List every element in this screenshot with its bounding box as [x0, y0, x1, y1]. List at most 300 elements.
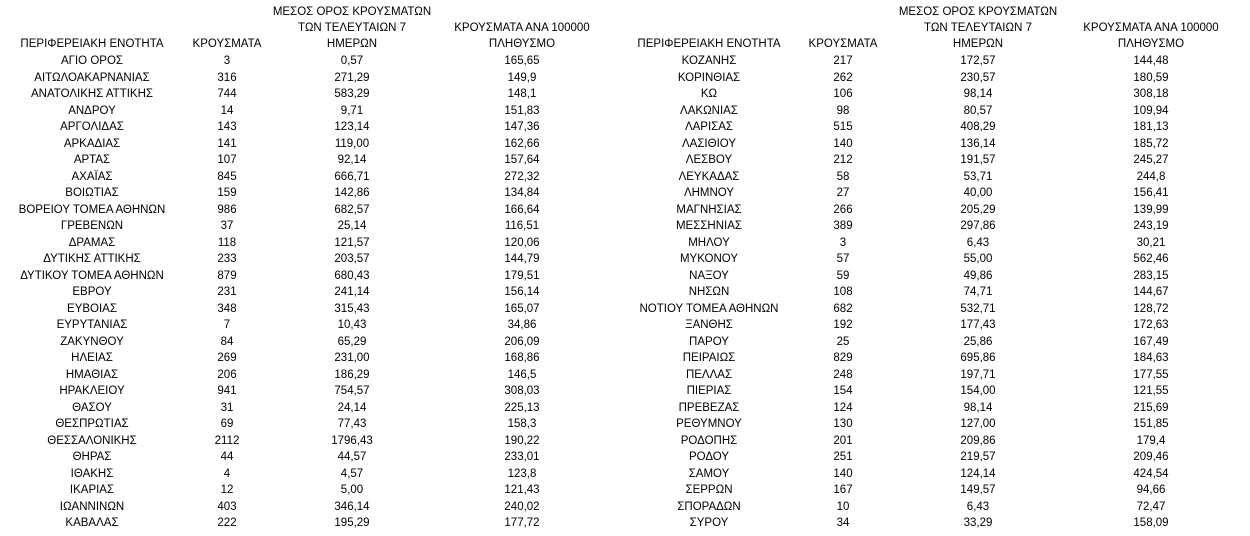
cell-region: ΕΥΡΥΤΑΝΙΑΣ	[56, 319, 128, 331]
cell-region: ΙΩΑΝΝΙΝΩΝ	[59, 500, 125, 513]
cell-cases: 4	[223, 467, 231, 480]
table-row	[2, 416, 612, 433]
cell-cases: 233	[217, 253, 237, 265]
cell-cases: 143	[217, 121, 237, 133]
cell-avg7: 186,29	[334, 368, 370, 381]
cell-cases: 266	[833, 203, 853, 216]
table-row	[625, 284, 1239, 301]
cell-region: ΣΕΡΡΩΝ	[685, 484, 733, 496]
cell-region: ΔΥΤΙΚΟΥ ΤΟΜΕΑ ΑΘΗΝΩΝ	[20, 269, 164, 282]
cell-per100k: 243,19	[1133, 220, 1169, 232]
cell-avg7: 65,29	[337, 335, 367, 348]
table-row	[625, 482, 1239, 499]
cell-cases: 98	[836, 104, 850, 117]
cell-region: ΠΕΛΛΑΣ	[685, 368, 733, 381]
table-row	[2, 466, 612, 483]
cell-avg7: 40,00	[963, 187, 993, 199]
table-row	[625, 466, 1239, 483]
cell-region: ΣΑΜΟΥ	[688, 467, 730, 480]
cell-avg7: 9,71	[340, 104, 364, 117]
cell-per100k: 165,65	[504, 55, 540, 67]
table-row	[2, 119, 612, 136]
cell-cases: 59	[836, 269, 850, 282]
cell-region: ΚΑΒΑΛΑΣ	[65, 517, 119, 529]
cell-cases: 14	[220, 104, 234, 117]
cell-cases: 941	[217, 385, 237, 397]
cell-per100k: 424,54	[1133, 467, 1169, 480]
cell-cases: 12	[220, 484, 234, 496]
table-row	[625, 169, 1239, 186]
cell-avg7: 55,00	[963, 253, 993, 265]
header-row	[2, 0, 612, 53]
cell-cases: 829	[833, 352, 853, 364]
table-row	[625, 301, 1239, 318]
cell-per100k: 151,83	[504, 104, 540, 117]
cell-region: ΛΑΚΩΝΙΑΣ	[680, 104, 738, 117]
cell-region: ΜΑΓΝΗΣΙΑΣ	[676, 203, 742, 216]
cell-avg7: 44,57	[337, 451, 367, 463]
cell-cases: 154	[833, 385, 853, 397]
cell-cases: 316	[217, 71, 237, 84]
cell-cases: 2112	[214, 434, 240, 447]
table-row	[625, 70, 1239, 87]
cell-avg7: 136,14	[960, 137, 996, 150]
cell-region: ΑΝΔΡΟΥ	[68, 104, 116, 117]
cell-avg7: 754,57	[334, 385, 370, 397]
cell-per100k: 166,64	[504, 203, 540, 216]
cell-region: ΚΟΡΙΝΘΙΑΣ	[677, 71, 741, 84]
cell-avg7: 346,14	[334, 500, 370, 513]
table-row	[625, 119, 1239, 136]
table-row	[625, 251, 1239, 268]
cell-cases: 262	[833, 71, 853, 84]
cell-cases: 845	[217, 170, 237, 183]
cell-avg7: 10,43	[337, 319, 367, 331]
cell-avg7: 203,57	[334, 253, 370, 265]
header-per100k-line2: ΠΛΗΘΥΣΜΟ	[488, 38, 556, 50]
table-row	[2, 301, 612, 318]
cell-avg7: 205,29	[960, 203, 996, 216]
right-table-block	[625, 0, 1239, 532]
cell-region: ΔΥΤΙΚΗΣ ΑΤΤΙΚΗΣ	[43, 253, 141, 265]
table-row	[2, 334, 612, 351]
cell-avg7: 209,86	[960, 434, 996, 447]
cell-per100k: 167,49	[1133, 335, 1169, 348]
header-avg7	[893, 0, 1063, 53]
cell-region: ΖΑΚΥΝΘΟΥ	[60, 335, 124, 348]
cell-avg7: 680,43	[334, 269, 370, 282]
cell-per100k: 308,03	[504, 385, 540, 397]
cell-cases: 403	[217, 500, 237, 513]
cell-cases: 167	[833, 484, 853, 496]
cell-region: ΠΕΙΡΑΙΩΣ	[682, 352, 736, 364]
cell-avg7: 4,57	[340, 467, 364, 480]
cell-avg7: 408,29	[960, 121, 996, 133]
table-row	[625, 202, 1239, 219]
cell-cases: 3	[839, 236, 847, 249]
cell-per100k: 156,41	[1133, 187, 1169, 199]
cell-region: ΣΥΡΟΥ	[689, 517, 729, 529]
cell-region: ΡΕΘΥΜΝΟΥ	[676, 418, 742, 430]
cell-avg7: 6,43	[966, 500, 990, 513]
cell-cases: 7	[223, 319, 231, 331]
cell-per100k: 156,14	[504, 286, 540, 298]
left-table-block	[2, 0, 612, 532]
cell-per100k: 146,5	[507, 368, 537, 381]
cell-region: ΘΕΣΠΡΩΤΙΑΣ	[55, 418, 129, 430]
cell-per100k: 151,85	[1133, 418, 1169, 430]
cell-per100k: 134,84	[504, 187, 540, 199]
table-row	[625, 350, 1239, 367]
cell-region: ΒΟΙΩΤΙΑΣ	[65, 187, 119, 199]
table-row	[2, 251, 612, 268]
cell-avg7: 98,14	[963, 401, 993, 414]
cell-avg7: 142,86	[334, 187, 370, 199]
cell-avg7: 666,71	[334, 170, 370, 183]
cell-region: ΕΥΒΟΙΑΣ	[67, 302, 117, 315]
table-row	[625, 383, 1239, 400]
cell-per100k: 158,3	[507, 418, 537, 430]
table-row	[625, 218, 1239, 235]
header-region: ΠΕΡΙΦΕΡΕΙΑΚΗ ΕΝΟΤΗΤΑ	[637, 38, 781, 50]
cell-cases: 27	[836, 187, 850, 199]
cell-cases: 37	[220, 220, 234, 232]
header-avg7	[272, 0, 432, 53]
table-row	[2, 449, 612, 466]
cell-avg7: 92,14	[337, 154, 367, 166]
table-row	[625, 235, 1239, 252]
cell-cases: 69	[220, 418, 234, 430]
header-per100k-line1: ΚΡΟΥΣΜΑΤΑ ΑΝΑ 100000	[454, 22, 590, 34]
cell-region: ΝΑΞΟΥ	[689, 269, 729, 282]
cell-per100k: 233,01	[504, 451, 540, 463]
table-row	[625, 367, 1239, 384]
cell-avg7: 124,14	[960, 467, 996, 480]
cell-avg7: 49,86	[963, 269, 993, 282]
cell-cases: 389	[833, 220, 853, 232]
table-row	[625, 334, 1239, 351]
cell-cases: 10	[836, 500, 850, 513]
cell-avg7: 177,43	[960, 319, 996, 331]
cell-per100k: 94,66	[1136, 484, 1166, 496]
cell-per100k: 120,06	[504, 236, 540, 249]
cell-per100k: 128,72	[1133, 302, 1169, 315]
cell-per100k: 144,48	[1133, 55, 1169, 67]
cell-region: ΡΟΔΟΠΗΣ	[680, 434, 738, 447]
cell-per100k: 147,36	[504, 121, 540, 133]
table-row	[625, 185, 1239, 202]
table-row	[2, 383, 612, 400]
cell-per100k: 181,13	[1133, 121, 1169, 133]
table-row	[625, 152, 1239, 169]
cell-region: ΗΡΑΚΛΕΙΟΥ	[59, 385, 125, 397]
cell-per100k: 179,4	[1136, 434, 1166, 447]
cell-cases: 31	[220, 401, 234, 414]
cell-region: ΝΗΣΩΝ	[688, 286, 730, 298]
cell-per100k: 177,72	[504, 517, 540, 529]
cell-avg7: 33,29	[963, 517, 993, 529]
table-row	[2, 499, 612, 516]
cell-avg7: 121,57	[334, 236, 370, 249]
cases-table-left	[2, 0, 612, 532]
cell-avg7: 98,14	[963, 88, 993, 100]
cell-region: ΑΡΤΑΣ	[73, 154, 111, 166]
header-cases: ΚΡΟΥΣΜΑΤΑ	[808, 38, 878, 50]
cell-region: ΝΟΤΙΟΥ ΤΟΜΕΑ ΑΘΗΝΩΝ	[639, 302, 779, 315]
cell-cases: 107	[217, 154, 237, 166]
cell-region: ΠΙΕΡΙΑΣ	[686, 385, 732, 397]
cell-region: ΜΥΚΟΝΟΥ	[679, 253, 739, 265]
cell-per100k: 30,21	[1136, 236, 1166, 249]
table-row	[2, 152, 612, 169]
cell-region: ΞΑΝΘΗΣ	[685, 319, 733, 331]
cell-avg7: 172,57	[960, 55, 996, 67]
cell-per100k: 162,66	[504, 137, 540, 150]
cell-avg7: 53,71	[963, 170, 993, 183]
cell-avg7: 119,00	[334, 137, 370, 150]
cell-cases: 231	[217, 286, 237, 298]
cell-cases: 106	[833, 88, 853, 100]
table-row	[625, 449, 1239, 466]
cell-avg7: 6,43	[966, 236, 990, 249]
table-row	[2, 367, 612, 384]
cell-cases: 159	[217, 187, 237, 199]
cell-per100k: 180,59	[1133, 71, 1169, 84]
cell-per100k: 109,94	[1133, 104, 1169, 117]
cell-avg7: 682,57	[334, 203, 370, 216]
cell-avg7: 230,57	[960, 71, 996, 84]
cell-avg7: 25,86	[963, 335, 993, 348]
cell-region: ΘΑΣΟΥ	[72, 401, 112, 414]
cell-avg7: 24,14	[337, 401, 367, 414]
cell-per100k: 149,9	[507, 71, 537, 84]
cell-per100k: 184,63	[1133, 352, 1169, 364]
table-row	[625, 317, 1239, 334]
cell-cases: 744	[217, 88, 237, 100]
cell-cases: 348	[217, 302, 237, 315]
cell-avg7: 195,29	[334, 517, 370, 529]
cell-region: ΑΧΑΪΑΣ	[71, 170, 113, 183]
cell-per100k: 179,51	[504, 269, 540, 282]
cell-cases: 515	[833, 121, 853, 133]
cell-per100k: 190,22	[504, 434, 540, 447]
header-avg7-line2: ΤΩΝ ΤΕΛΕΥΤΑΙΩΝ 7	[298, 22, 406, 34]
table-row	[2, 185, 612, 202]
cell-region: ΑΙΤΩΛΟΑΚΑΡΝΑΝΙΑΣ	[34, 71, 150, 84]
cell-avg7: 0,57	[340, 55, 364, 67]
cell-per100k: 72,47	[1136, 500, 1166, 513]
cell-region: ΚΟΖΑΝΗΣ	[681, 55, 737, 67]
table-row	[625, 499, 1239, 516]
cell-region: ΛΑΡΙΣΑΣ	[684, 121, 734, 133]
cell-per100k: 308,18	[1133, 88, 1169, 100]
cell-cases: 130	[833, 418, 853, 430]
table-row	[625, 515, 1239, 532]
cell-avg7: 219,57	[960, 451, 996, 463]
cell-avg7: 695,86	[960, 352, 996, 364]
cell-region: ΕΒΡΟΥ	[72, 286, 112, 298]
cell-region: ΛΕΥΚΑΔΑΣ	[678, 170, 740, 183]
cell-per100k: 158,09	[1133, 517, 1169, 529]
cell-cases: 986	[217, 203, 237, 216]
cell-avg7: 25,14	[337, 220, 367, 232]
cell-per100k: 121,55	[1133, 385, 1169, 397]
cell-avg7: 532,71	[960, 302, 996, 315]
cell-per100k: 245,27	[1133, 154, 1169, 166]
cell-region: ΑΡΚΑΔΙΑΣ	[63, 137, 121, 150]
cell-cases: 269	[217, 352, 237, 364]
cell-per100k: 139,99	[1133, 203, 1169, 216]
cell-per100k: 34,86	[507, 319, 537, 331]
cell-region: ΡΟΔΟΥ	[688, 451, 730, 463]
header-per100k	[1063, 0, 1239, 53]
cell-region: ΙΚΑΡΙΑΣ	[69, 484, 115, 496]
table-row	[625, 136, 1239, 153]
table-row	[2, 235, 612, 252]
cell-avg7: 77,43	[337, 418, 367, 430]
cell-cases: 879	[217, 269, 237, 282]
cell-per100k: 272,32	[504, 170, 540, 183]
cell-per100k: 225,13	[504, 401, 540, 414]
cell-region: ΛΑΣΙΘΙΟΥ	[681, 137, 737, 150]
cell-region: ΔΡΑΜΑΣ	[68, 236, 116, 249]
cell-avg7: 127,00	[960, 418, 996, 430]
cell-avg7: 154,00	[960, 385, 996, 397]
cell-region: ΑΡΓΟΛΙΔΑΣ	[60, 121, 124, 133]
cell-cases: 108	[833, 286, 853, 298]
cell-region: ΚΩ	[700, 88, 718, 100]
left-table-body	[2, 53, 612, 532]
cell-region: ΑΓΙΟ ΟΡΟΣ	[60, 55, 123, 67]
cell-cases: 34	[836, 517, 850, 529]
cell-cases: 140	[833, 137, 853, 150]
cell-avg7: 74,71	[963, 286, 993, 298]
cell-cases: 118	[217, 236, 237, 249]
cell-region: ΙΘΑΚΗΣ	[70, 467, 114, 480]
table-row	[2, 317, 612, 334]
cell-avg7: 149,57	[960, 484, 996, 496]
cell-cases: 3	[223, 55, 231, 67]
header-region: ΠΕΡΙΦΕΡΕΙΑΚΗ ΕΝΟΤΗΤΑ	[20, 38, 164, 50]
cell-cases: 124	[833, 401, 853, 414]
cell-region: ΒΟΡΕΙΟΥ ΤΟΜΕΑ ΑΘΗΝΩΝ	[18, 203, 166, 216]
table-row	[2, 169, 612, 186]
cell-per100k: 148,1	[507, 88, 537, 100]
cell-per100k: 244,8	[1136, 170, 1166, 183]
cell-per100k: 215,69	[1133, 401, 1169, 414]
table-row	[2, 433, 612, 450]
cell-avg7: 5,00	[340, 484, 364, 496]
table-row	[625, 400, 1239, 417]
header-per100k	[432, 0, 612, 53]
cell-region: ΘΗΡΑΣ	[72, 451, 112, 463]
cell-per100k: 144,67	[1133, 286, 1169, 298]
cell-avg7: 231,00	[334, 352, 370, 364]
cell-region: ΗΛΕΙΑΣ	[71, 352, 113, 364]
cell-cases: 212	[833, 154, 853, 166]
cell-region: ΓΡΕΒΕΝΩΝ	[60, 220, 124, 232]
table-row	[2, 268, 612, 285]
cell-per100k: 209,46	[1133, 451, 1169, 463]
header-cases: ΚΡΟΥΣΜΑΤΑ	[192, 38, 262, 50]
cell-avg7: 297,86	[960, 220, 996, 232]
cell-region: ΘΕΣΣΑΛΟΝΙΚΗΣ	[47, 434, 137, 447]
cell-cases: 682	[833, 302, 853, 315]
cell-per100k: 168,86	[504, 352, 540, 364]
cell-avg7: 191,57	[960, 154, 996, 166]
cell-per100k: 144,79	[504, 253, 540, 265]
cell-per100k: 157,64	[504, 154, 540, 166]
header-avg7-line1: ΜΕΣΟΣ ΟΡΟΣ ΚΡΟΥΣΜΑΤΩΝ	[898, 6, 1058, 18]
table-row	[625, 268, 1239, 285]
cell-per100k: 185,72	[1133, 137, 1169, 150]
cell-cases: 58	[836, 170, 850, 183]
cell-per100k: 562,46	[1133, 253, 1169, 265]
cell-per100k: 121,43	[504, 484, 540, 496]
table-row	[2, 103, 612, 120]
cell-per100k: 206,09	[504, 335, 540, 348]
cell-per100k: 240,02	[504, 500, 540, 513]
header-row	[625, 0, 1239, 53]
cell-avg7: 1796,43	[331, 434, 373, 447]
table-row	[2, 86, 612, 103]
cell-per100k: 116,51	[504, 220, 540, 232]
table-row	[2, 515, 612, 532]
table-row	[2, 482, 612, 499]
table-row	[2, 136, 612, 153]
table-row	[2, 70, 612, 87]
header-avg7-line2: ΤΩΝ ΤΕΛΕΥΤΑΙΩΝ 7	[924, 22, 1032, 34]
table-row	[2, 350, 612, 367]
cell-cases: 192	[833, 319, 853, 331]
cell-cases: 44	[220, 451, 234, 463]
header-per100k-line1: ΚΡΟΥΣΜΑΤΑ ΑΝΑ 100000	[1083, 22, 1219, 34]
cell-cases: 141	[217, 137, 237, 150]
cell-per100k: 123,8	[507, 467, 537, 480]
cell-region: ΛΕΣΒΟΥ	[685, 154, 733, 166]
table-row	[625, 416, 1239, 433]
header-avg7-line1: ΜΕΣΟΣ ΟΡΟΣ ΚΡΟΥΣΜΑΤΩΝ	[272, 6, 432, 18]
cell-per100k: 165,07	[504, 302, 540, 315]
cell-cases: 25	[836, 335, 850, 348]
cell-per100k: 177,55	[1133, 368, 1169, 381]
cell-cases: 222	[217, 517, 237, 529]
cell-region: ΛΗΜΝΟΥ	[683, 187, 735, 199]
cell-avg7: 271,29	[334, 71, 370, 84]
table-row	[625, 103, 1239, 120]
table-row	[2, 218, 612, 235]
cell-region: ΜΗΛΟΥ	[688, 236, 730, 249]
table-row	[2, 284, 612, 301]
table-row	[625, 53, 1239, 70]
cell-avg7: 197,71	[960, 368, 996, 381]
table-row	[625, 86, 1239, 103]
table-row	[2, 53, 612, 70]
cell-cases: 140	[833, 467, 853, 480]
cell-avg7: 80,57	[963, 104, 993, 117]
cases-table-right	[625, 0, 1239, 532]
cell-cases: 206	[217, 368, 237, 381]
cell-avg7: 583,29	[334, 88, 370, 100]
table-row	[2, 202, 612, 219]
cell-cases: 84	[220, 335, 234, 348]
cell-region: ΣΠΟΡΑΔΩΝ	[677, 500, 741, 513]
cell-cases: 57	[836, 253, 850, 265]
cell-cases: 251	[833, 451, 853, 463]
table-row	[625, 433, 1239, 450]
header-per100k-line2: ΠΛΗΘΥΣΜΟ	[1117, 38, 1185, 50]
cell-avg7: 315,43	[334, 302, 370, 315]
